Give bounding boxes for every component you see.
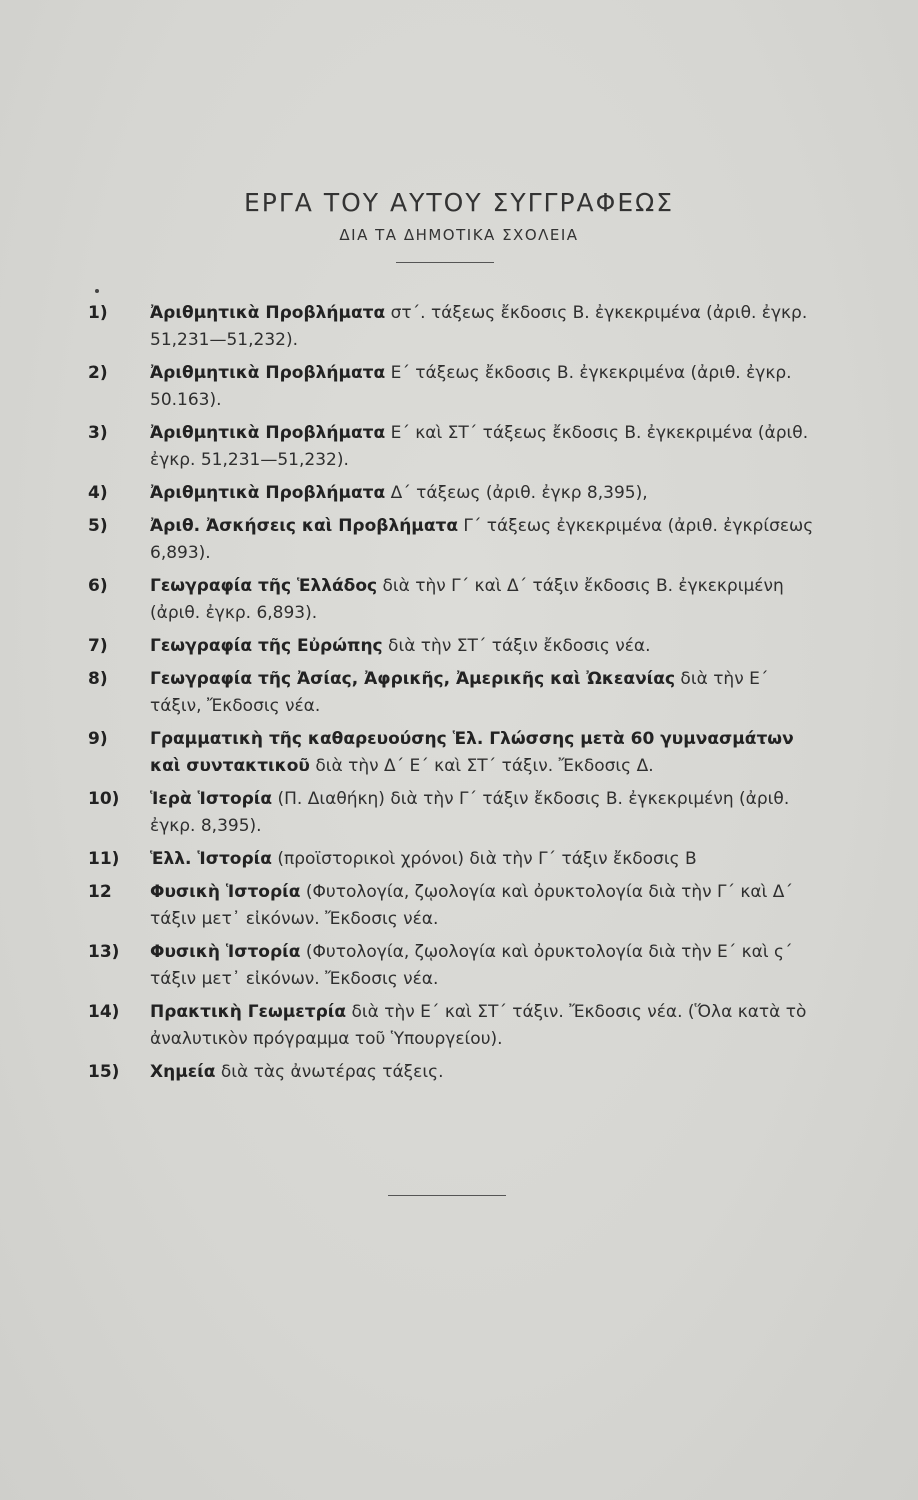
list-item (88, 666, 818, 720)
item-number: 8) (88, 669, 108, 689)
ink-dot (95, 289, 99, 293)
item-title: Γεωγραφία τῆς Ἀσίας, Ἀφρικῆς, Ἀμερικῆς καὶ Ὠκεανίας (150, 669, 676, 689)
item-title: Φυσικὴ Ἱστορία (150, 882, 301, 902)
page-subtitle: ΔΙΑ ΤΑ ΔΗΜΟΤΙΚΑ ΣΧΟΛΕΙΑ (339, 226, 579, 244)
list-item (88, 879, 818, 933)
item-number: 9) (88, 729, 108, 749)
works-list (88, 300, 818, 1092)
item-title: Χημεία (150, 1062, 216, 1082)
item-title: Ἀριθ. Ἀσκήσεις καὶ Προβλήματα (150, 516, 459, 536)
item-title: Γεωγραφία τῆς Εὐρώπης (150, 636, 383, 656)
list-item (88, 633, 818, 660)
item-details: διὰ τὴν Γ΄ καὶ Δ΄ τάξιν ἔκδοσις Β. ἐγκεκριμένη (ἀριθ. ἐγκρ. 6,893). (150, 576, 784, 623)
page-title: ΕΡΓΑ ΤΟΥ ΑΥΤΟΥ ΣΥΓΓΡΑΦΕΩΣ (243, 188, 675, 217)
list-item (88, 726, 818, 780)
list-item (88, 300, 818, 354)
item-number: 3) (88, 423, 108, 443)
item-details: Ε΄ τάξεως ἔκδοσις Β. ἐγκεκριμένα (ἀριθ. ἐγκρ. 50.163). (150, 363, 792, 410)
list-item (88, 360, 818, 414)
item-number: 11) (88, 849, 120, 869)
item-title: Γεωγραφία τῆς Ἑλλάδος (150, 576, 378, 596)
list-item (88, 480, 818, 507)
item-details: διὰ τὴν ΣΤ΄ τάξιν ἔκδοσις νέα. (382, 636, 651, 656)
list-item (88, 939, 818, 993)
item-details: διὰ τὴν Ε΄ τάξιν, Ἔκδοσις νέα. (150, 669, 769, 716)
item-title: Φυσικὴ Ἱστορία (150, 942, 301, 962)
item-number: 13) (88, 942, 120, 962)
item-title: Ἀριθμητικὰ Προβλήματα (150, 363, 386, 383)
item-title: Γραμματικὴ τῆς καθαρευούσης Ἑλ. Γλώσσης μετὰ 60 γυμνασμάτων καὶ συντακτικοῦ (150, 729, 794, 776)
list-item (88, 420, 818, 474)
item-number: 1) (88, 303, 108, 323)
item-number: 10) (88, 789, 120, 809)
item-number: 7) (88, 636, 108, 656)
item-details: διὰ τὰς ἀνωτέρας τάξεις. (215, 1062, 444, 1082)
item-title: Ἀριθμητικὰ Προβλήματα (150, 303, 386, 323)
list-item (88, 786, 818, 840)
item-details: (Π. Διαθήκη) διὰ τὴν Γ΄ τάξιν ἔκδοσις Β. ἐγκεκριμένη (ἀριθ. ἐγκρ. 8,395). (150, 789, 790, 836)
item-details: διὰ τὴν Δ΄ Ε΄ καὶ ΣΤ΄ τάξιν. Ἔκδοσις Δ. (309, 756, 654, 776)
item-number: 5) (88, 516, 108, 536)
item-title: Πρακτικὴ Γεωμετρία (150, 1002, 347, 1022)
item-details: στ΄. τάξεως ἔκδοσις Β. ἐγκεκριμένα (ἀριθ. ἐγκρ. 51,231—51,232). (150, 303, 808, 350)
list-item (88, 846, 818, 873)
closing-divider (388, 1195, 506, 1196)
item-details: Γ΄ τάξεως ἐγκεκριμένα (ἀριθ. ἐγκρίσεως 6,893). (150, 516, 814, 563)
title-divider (396, 262, 494, 263)
item-title: Ἀριθμητικὰ Προβλήματα (150, 483, 386, 503)
list-item (88, 1059, 818, 1086)
item-number: 14) (88, 1002, 120, 1022)
item-number: 6) (88, 576, 108, 596)
item-details: Δ΄ τάξεως (ἀριθ. ἐγκρ 8,395), (385, 483, 648, 503)
item-title: Ἀριθμητικὰ Προβλήματα (150, 423, 386, 443)
item-details: (Φυτολογία, ζῳολογία καὶ ὀρυκτολογία διὰ τὴν Γ΄ καὶ Δ΄ τάξιν μετ᾽ εἰκόνων. Ἔκδοσις νέα. (150, 882, 793, 929)
list-item (88, 573, 818, 627)
item-details: (προϊστορικοὶ χρόνοι) διὰ τὴν Γ΄ τάξιν ἔκδοσις Β (271, 849, 697, 869)
item-number: 4) (88, 483, 108, 503)
list-item (88, 513, 818, 567)
item-number: 12 (88, 882, 112, 902)
item-details: Ε΄ καὶ ΣΤ΄ τάξεως ἔκδοσις Β. ἐγκεκριμένα (ἀριθ. ἐγκρ. 51,231—51,232). (150, 423, 809, 470)
item-title: Ἑλλ. Ἱστορία (150, 849, 272, 869)
item-number: 15) (88, 1062, 120, 1082)
list-item (88, 999, 818, 1053)
item-details: διὰ τὴν Ε΄ καὶ ΣΤ΄ τάξιν. Ἔκδοσις νέα. (Ὅλα κατὰ τὸ ἀναλυτικὸν πρόγραμμα τοῦ Ὑπουργείου). (150, 1002, 807, 1049)
item-number: 2) (88, 363, 108, 383)
item-details: (Φυτολογία, ζῳολογία καὶ ὀρυκτολογία διὰ τὴν Ε΄ καὶ ς΄ τάξιν μετ᾽ εἰκόνων. Ἔκδοσις νέα. (150, 942, 793, 989)
item-title: Ἱερὰ Ἱστορία (150, 789, 273, 809)
